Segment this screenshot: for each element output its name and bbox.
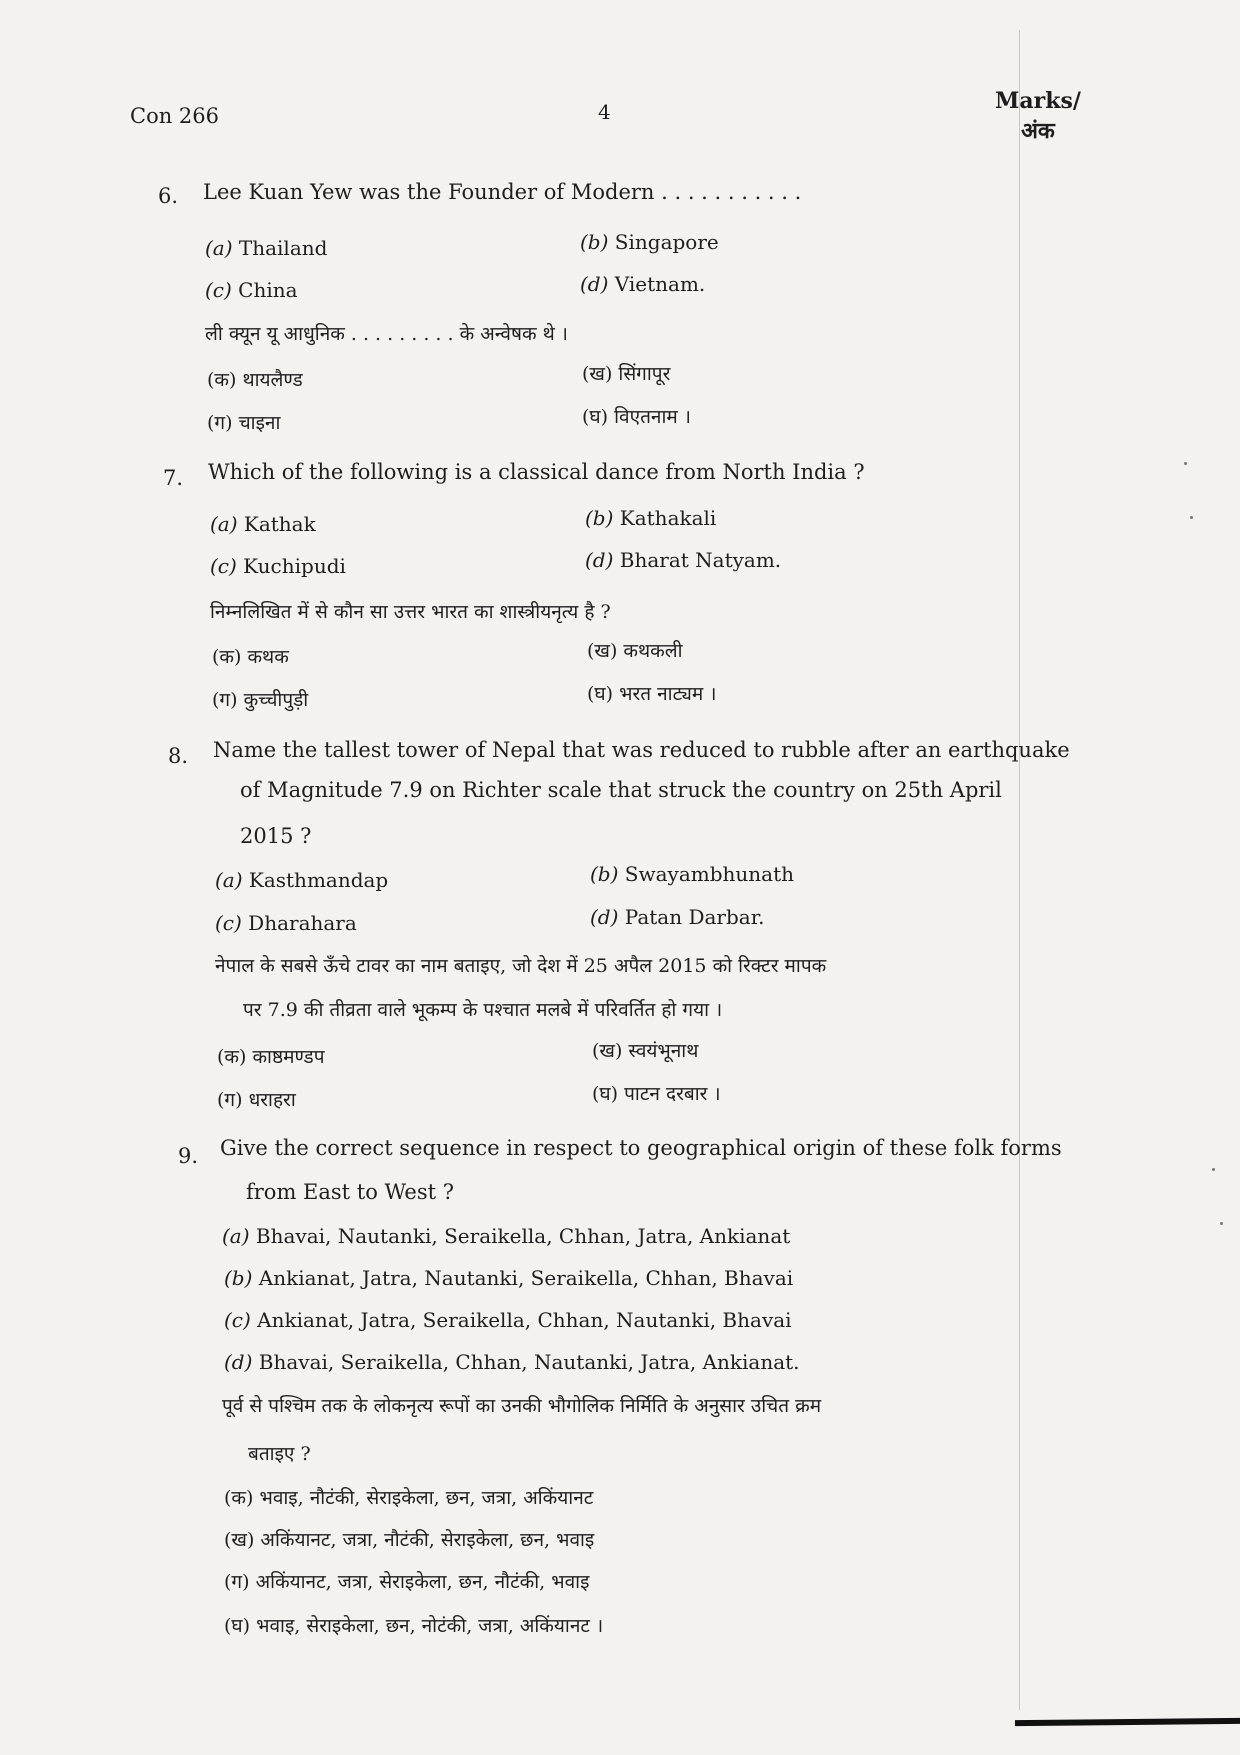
option-d [590,905,764,929]
option-text: Vietnam. [614,272,706,296]
option-label: (a) [222,1224,250,1248]
option-text: थायलैण्ड [242,369,303,391]
option-kha [582,360,670,386]
option-d [580,272,705,296]
option-text: Thailand [238,236,328,260]
option-label: (d) [585,548,614,572]
option-ga [217,1086,296,1112]
question-text-en-line: Name the tallest tower of Nepal that was reduced to rubble after an earthquake [213,738,1070,762]
paper-code: Con 266 [130,104,219,128]
option-c [224,1308,792,1332]
option-label: (ख) [592,1040,623,1062]
option-label: (c) [215,911,242,935]
option-text: विएतनाम । [614,406,692,428]
option-text: कुच्चीपुड़ी [243,689,309,711]
option-b [585,506,716,530]
option-text: भरत नाट्यम । [619,683,717,705]
question-text-hi-line: बताइए ? [248,1443,311,1465]
option-gha [587,680,716,706]
option-label: (ग) [217,1089,243,1111]
option-ga [212,686,308,712]
option-kha [224,1526,594,1552]
question-text-hi-line: नेपाल के सबसे ऊँचे टावर का नाम बताइए, जो देश में 25 अपैल 2015 को रिक्टर मापक [215,955,827,977]
option-ga [224,1568,589,1594]
option-gha [582,403,691,429]
option-label: (a) [205,236,233,260]
question-text-en-line: 2015 ? [240,824,312,848]
option-label: (b) [224,1266,253,1290]
option-label: (b) [580,230,609,254]
option-text: भवाइ, नौटंकी, सेराइकेला, छन, जत्रा, अकिंयानट [259,1487,594,1509]
option-c [205,278,298,302]
option-gha [224,1612,603,1638]
option-label: (क) [224,1487,254,1509]
option-a [215,868,388,892]
option-label: (घ) [587,683,614,705]
option-text: स्वयंभूनाथ [628,1040,699,1062]
option-text: सिंगापूर [618,363,671,385]
option-text: Dharahara [248,911,357,935]
question-number: 9. [178,1144,199,1168]
option-a [210,512,316,536]
option-label: (घ) [592,1083,619,1105]
option-text: Ankianat, Jatra, Nautanki, Seraikella, Chhan, Bhavai [258,1266,794,1290]
question-text-hi: निम्नलिखित में से कौन सा उत्तर भारत का शास्त्रीयनृत्य है ? [210,601,611,623]
option-a [205,236,327,260]
option-label: (ग) [224,1571,250,1593]
option-label: (a) [215,868,243,892]
option-label: (क) [217,1046,247,1068]
option-b [590,862,794,886]
option-a [222,1224,790,1248]
scan-speck [1220,1222,1223,1225]
option-text: कथक [247,646,289,668]
question-text-hi: ली क्यून यू आधुनिक . . . . . . . . . के अन्वेषक थे । [205,323,568,345]
option-label: (घ) [582,406,609,428]
option-text: Singapore [614,230,719,254]
option-label: (d) [590,905,619,929]
option-text: अकिंयानट, जत्रा, नौटंकी, सेराइकेला, छन, भवाइ [260,1529,595,1551]
option-label: (ख) [587,640,618,662]
question-number: 7. [163,466,184,490]
option-ka [217,1043,325,1069]
option-ga [207,409,280,435]
scan-speck [1190,516,1193,519]
option-label: (घ) [224,1615,251,1637]
page-bottom-bar [1015,1718,1240,1726]
option-b [580,230,719,254]
option-text: Kathak [243,512,316,536]
option-label: (ग) [212,689,238,711]
option-kha [592,1037,698,1063]
option-label: (b) [585,506,614,530]
option-text: Patan Darbar. [624,905,765,929]
option-label: (क) [212,646,242,668]
option-text: चाइना [238,412,281,434]
question-text-en-line: Give the correct sequence in respect to geographical origin of these folk forms [220,1136,1062,1160]
option-d [224,1350,800,1374]
scan-speck [1184,462,1187,465]
margin-rule [1019,30,1020,1710]
option-c [210,554,346,578]
option-text: China [238,278,298,302]
option-text: Kuchipudi [243,554,346,578]
option-text: काष्ठमण्डप [252,1046,325,1068]
option-d [585,548,781,572]
option-text: Swayambhunath [624,862,794,886]
question-text-en: Lee Kuan Yew was the Founder of Modern . . . . . . . . . . . [203,180,802,204]
question-number: 6. [158,184,179,208]
option-text: अकिंयानट, जत्रा, सेराइकेला, छन, नौटंकी, भवाइ [255,1571,590,1593]
option-label: (b) [590,862,619,886]
option-text: पाटन दरबार । [624,1083,721,1105]
question-text-hi-line: पर 7.9 की तीव्रता वाले भूकम्प के पश्चात मलबे में परिवर्तित हो गया । [243,999,723,1021]
marks-heading [995,86,1081,146]
option-ka [224,1484,593,1510]
option-text: भवाइ, सेराइकेला, छन, नोटंकी, जत्रा, अकिंयानट । [256,1615,604,1637]
option-label: (d) [224,1350,253,1374]
option-label: (c) [210,554,237,578]
option-label: (a) [210,512,238,536]
option-ka [212,643,289,669]
option-label: (ख) [224,1529,255,1551]
option-ka [207,366,303,392]
option-text: Kasthmandap [248,868,389,892]
option-label: (c) [224,1308,251,1332]
question-text-en-line: from East to West ? [246,1180,454,1204]
option-c [215,911,357,935]
option-b [224,1266,793,1290]
option-text: Bhavai, Seraikella, Chhan, Nautanki, Jatra, Ankianat. [258,1350,800,1374]
page-number: 4 [598,100,611,124]
option-text: Bhavai, Nautanki, Seraikella, Chhan, Jatra, Ankianat [255,1224,791,1248]
option-label: (क) [207,369,237,391]
option-label: (d) [580,272,609,296]
option-text: Ankianat, Jatra, Seraikella, Chhan, Nautanki, Bhavai [257,1308,792,1332]
question-number: 8. [168,744,189,768]
option-text: धराहरा [248,1089,296,1111]
question-text-en-line: of Magnitude 7.9 on Richter scale that struck the country on 25th April [240,778,1002,802]
option-gha [592,1080,721,1106]
question-text-en: Which of the following is a classical dance from North India ? [208,460,865,484]
option-label: (ख) [582,363,613,385]
marks-label-en: Marks/ [995,88,1081,114]
option-label: (c) [205,278,232,302]
option-text: Kathakali [619,506,717,530]
scan-speck [1212,1168,1215,1171]
marks-label-hi: अंक [1021,118,1055,144]
option-text: कथकली [623,640,683,662]
question-text-hi-line: पूर्व से पश्चिम तक के लोकनृत्य रूपों का उनकी भौगोलिक निर्मिति के अनुसार उचित क्रम [222,1395,822,1417]
option-text: Bharat Natyam. [619,548,782,572]
option-label: (ग) [207,412,233,434]
option-kha [587,637,683,663]
